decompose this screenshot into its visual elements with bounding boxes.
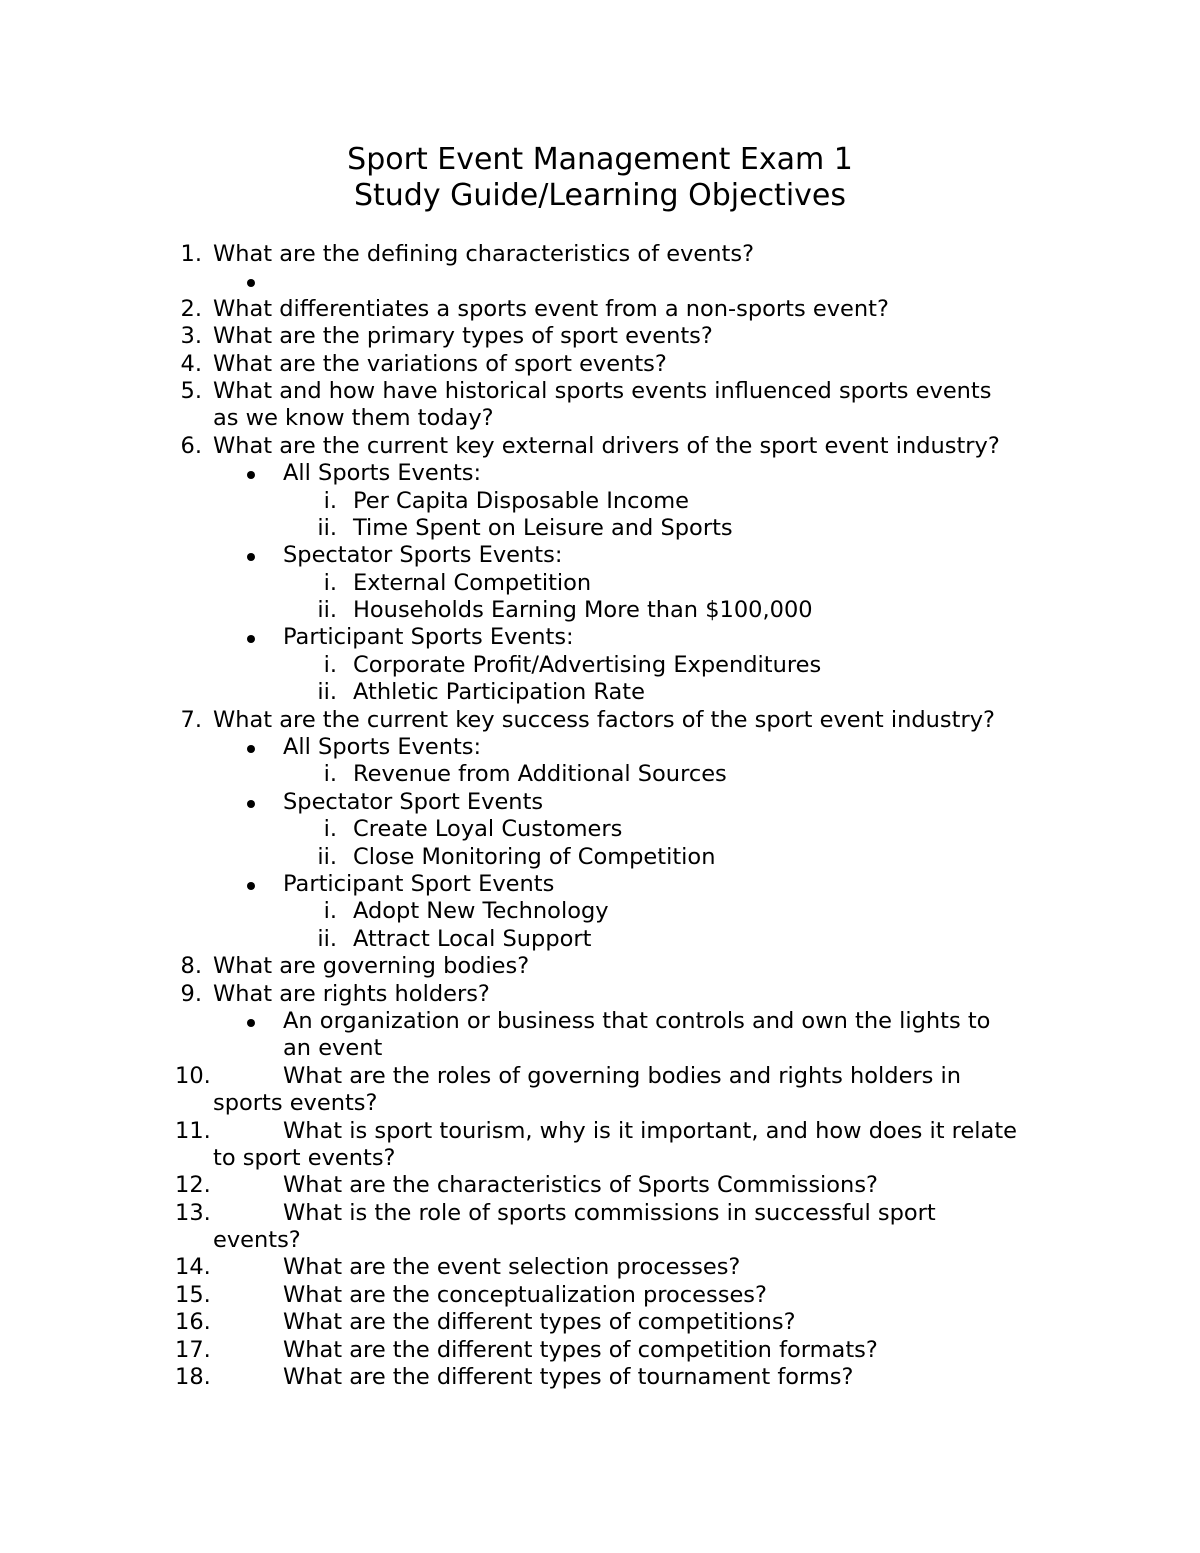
question-text: What are rights holders? [213,980,490,1007]
list-line [0,761,1200,788]
list-line [0,488,1200,515]
sub-item-text: Adopt New Technology [353,898,609,925]
bullet-icon [247,800,255,808]
list-line [0,898,1200,925]
question-text: What are the defining characteristics of events? [213,241,755,267]
bullet-text-continued: an event [283,1035,383,1062]
question-text: What are the current key success factors of the sport event industry? [213,706,995,733]
list-line [0,1337,1200,1364]
roman-numeral: ii. [317,514,337,541]
question-number: 10. [175,1062,211,1089]
list-line [0,953,1200,980]
roman-numeral: i. [323,898,337,925]
list-line [0,405,1200,432]
question-number: 6. [180,432,202,459]
question-text: What are the variations of sport events? [213,350,667,377]
question-text: What differentiates a sports event from a non-sports event? [213,295,889,322]
list-line [0,1200,1200,1227]
roman-numeral: ii. [317,597,337,624]
bullet-icon [247,553,255,561]
list-line [0,871,1200,898]
list-line [0,1254,1200,1281]
list-line [0,1227,1200,1254]
list-line [0,734,1200,761]
sub-item-text: Corporate Profit/Advertising Expenditures [353,651,822,678]
question-text: What are the different types of competition formats? [283,1336,878,1363]
question-number: 7. [180,706,202,733]
question-number: 18. [175,1364,211,1391]
question-text: What is the role of sports commissions in successful sport [283,1199,936,1226]
list-line [0,241,1200,268]
title-line-2: Study Guide/Learning Objectives [353,178,846,213]
question-text-continued: sports events? [213,1090,378,1117]
bullet-icon [247,745,255,753]
list-line [0,378,1200,405]
question-text: What are the characteristics of Sports Commissions? [283,1172,878,1199]
list-line [0,679,1200,706]
question-number: 5. [180,377,202,404]
list-line [0,816,1200,843]
question-number: 9. [180,980,202,1007]
sub-item-text: Households Earning More than $100,000 [353,597,813,624]
roman-numeral: i. [323,651,337,678]
list-line [0,1035,1200,1062]
bullet-icon [247,279,255,287]
question-text-continued: as we know them today? [213,405,494,432]
study-guide-list [0,241,1200,1391]
roman-numeral: i. [323,487,337,514]
list-line [0,570,1200,597]
question-text: What are the conceptualization processes? [283,1281,767,1308]
question-number: 13. [175,1199,211,1226]
list-line [0,926,1200,953]
bullet-icon [247,882,255,890]
list-line [0,542,1200,569]
list-line [0,1008,1200,1035]
roman-numeral: ii. [317,843,337,870]
list-line [0,433,1200,460]
sub-item-text: Revenue from Additional Sources [353,761,727,788]
question-number: 15. [175,1281,211,1308]
bullet-text: Participant Sport Events [283,870,555,897]
sub-item-text: Create Loyal Customers [353,816,623,843]
sub-item-text: Close Monitoring of Competition [353,843,716,870]
question-text: What are the different types of tournament forms? [283,1364,854,1391]
question-text: What are the different types of competitions? [283,1309,796,1336]
roman-numeral: ii. [317,925,337,952]
list-line [0,1282,1200,1309]
list-line [0,707,1200,734]
bullet-text: All Sports Events: [283,734,482,761]
list-line [0,1145,1200,1172]
question-number: 16. [175,1309,211,1336]
bullet-text: Spectator Sport Events [283,788,544,815]
bullet-text: Spectator Sports Events: [283,542,563,569]
question-text: What is sport tourism, why is it important, and how does it relate [283,1117,1017,1144]
question-text: What are the primary types of sport events? [213,323,713,350]
list-line [0,981,1200,1008]
bullet-text: All Sports Events: [283,460,482,487]
sub-item-text: Per Capita Disposable Income [353,487,689,514]
list-line [0,1172,1200,1199]
list-line [0,296,1200,323]
question-number: 4. [180,350,202,377]
sub-item-text: Athletic Participation Rate [353,679,645,706]
question-number: 12. [175,1172,211,1199]
roman-numeral: i. [323,761,337,788]
question-text: What are the current key external drivers of the sport event industry? [213,432,1000,459]
list-line [0,1118,1200,1145]
list-line [0,1364,1200,1391]
question-number: 17. [175,1336,211,1363]
list-line [0,351,1200,378]
list-line [0,789,1200,816]
list-line [0,652,1200,679]
question-number: 3. [180,323,202,350]
question-text: What are governing bodies? [213,953,530,980]
sub-item-text: External Competition [353,569,592,596]
bullet-icon [247,471,255,479]
question-number: 14. [175,1254,211,1281]
list-line [0,268,1200,295]
bullet-text: An organization or business that controls and own the lights to [283,1007,991,1034]
question-number: 2. [180,295,202,322]
question-text: What and how have historical sports events influenced sports events [213,377,992,404]
list-line [0,1309,1200,1336]
title-line-1: Sport Event Management Exam 1 [347,142,853,177]
roman-numeral: ii. [317,679,337,706]
roman-numeral: i. [323,816,337,843]
question-number: 8. [180,953,202,980]
list-line [0,624,1200,651]
question-number: 11. [175,1117,211,1144]
list-line [0,844,1200,871]
bullet-icon [247,635,255,643]
list-line [0,597,1200,624]
bullet-icon [247,1019,255,1027]
question-text-continued: to sport events? [213,1144,396,1171]
list-line [0,1063,1200,1090]
roman-numeral: i. [323,569,337,596]
sub-item-text: Attract Local Support [353,925,592,952]
sub-item-text: Time Spent on Leisure and Sports [353,514,733,541]
bullet-text: Participant Sports Events: [283,624,574,651]
question-number: 1. [180,241,202,267]
list-line [0,1090,1200,1117]
list-line [0,460,1200,487]
question-text: What are the roles of governing bodies and rights holders in [283,1062,962,1089]
question-text-continued: events? [213,1227,301,1254]
document-title [0,142,1200,214]
question-text: What are the event selection processes? [283,1254,741,1281]
list-line [0,323,1200,350]
list-line [0,515,1200,542]
